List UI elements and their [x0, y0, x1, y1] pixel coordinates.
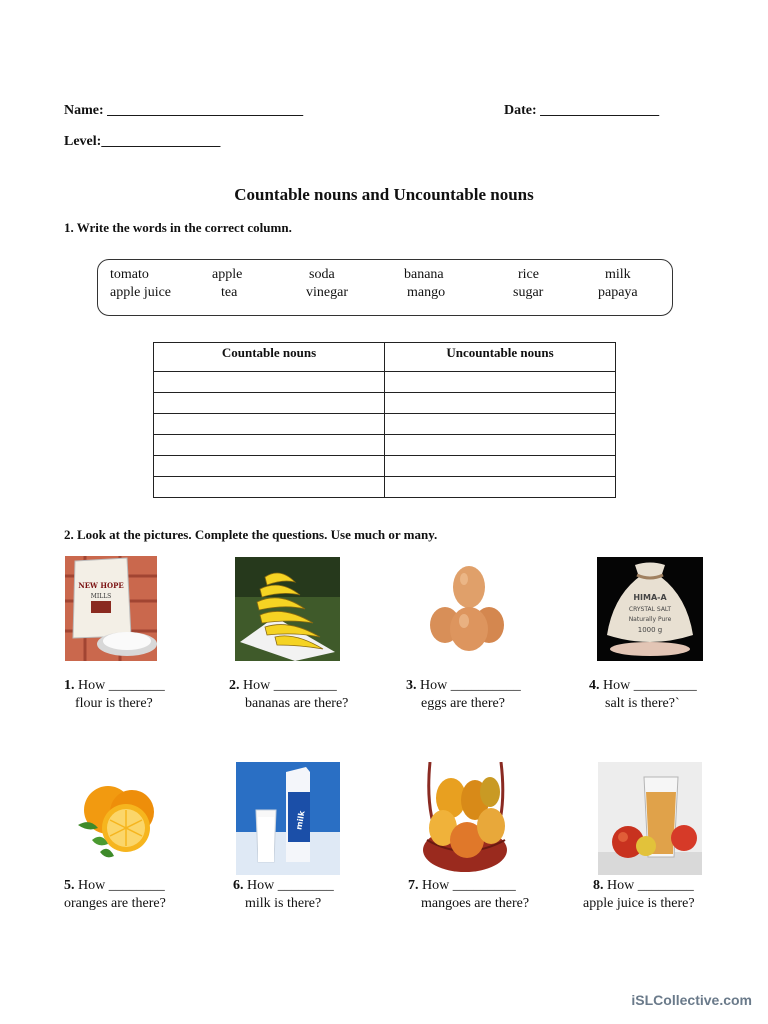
bananas-image	[235, 557, 340, 661]
exercise-1-instruction: 1. Write the words in the correct column.	[64, 220, 292, 235]
apple-juice-image	[598, 762, 702, 875]
answer-cell[interactable]	[385, 372, 616, 393]
svg-text:NEW HOPE: NEW HOPE	[78, 581, 124, 590]
word-item: banana	[404, 267, 444, 282]
salt-bag-image	[597, 557, 703, 661]
worksheet-title: Countable nouns and Uncountable nouns	[234, 185, 534, 204]
word-item: vinegar	[306, 285, 348, 300]
answer-cell[interactable]	[154, 456, 385, 477]
answer-cell[interactable]	[154, 435, 385, 456]
nouns-table	[153, 342, 616, 498]
answer-cell[interactable]	[154, 372, 385, 393]
column-header-countable: Countable nouns	[154, 343, 385, 372]
flour-bag-image	[65, 556, 157, 661]
site-watermark: iSLCollective.com	[631, 992, 752, 1008]
answer-cell[interactable]	[385, 477, 616, 498]
word-item: tomato	[110, 267, 149, 282]
mangoes-image	[415, 762, 516, 874]
table-row	[154, 372, 616, 393]
answer-cell[interactable]	[385, 414, 616, 435]
svg-text:1000 g: 1000 g	[637, 626, 663, 634]
level-field[interactable]: Level:_________________	[64, 134, 221, 149]
table-row	[154, 393, 616, 414]
word-item: mango	[407, 285, 446, 300]
svg-text:CRYSTAL SALT: CRYSTAL SALT	[628, 606, 672, 613]
svg-text:MILLS: MILLS	[90, 593, 112, 600]
svg-text:HIMA-A: HIMA-A	[633, 593, 667, 602]
word-item: tea	[221, 285, 238, 300]
svg-text:Naturally Pure: Naturally Pure	[628, 616, 672, 623]
word-item: sugar	[513, 285, 544, 300]
question-3: 3. How __________ eggs are there?	[406, 678, 521, 711]
name-field[interactable]: Name: ____________________________	[64, 103, 304, 118]
oranges-image	[70, 770, 160, 865]
word-item: apple	[212, 267, 243, 282]
answer-cell[interactable]	[385, 435, 616, 456]
answer-cell[interactable]	[154, 393, 385, 414]
table-row	[154, 456, 616, 477]
svg-text:milk: milk	[294, 810, 307, 831]
question-8: 8. How ________ apple juice is there?	[583, 878, 695, 911]
word-item: papaya	[598, 285, 638, 300]
word-item: milk	[605, 267, 631, 282]
answer-cell[interactable]	[154, 414, 385, 435]
eggs-image	[427, 563, 507, 653]
question-2: 2. How _________ bananas are there?	[229, 678, 349, 711]
question-5: 5. How ________ oranges are there?	[64, 878, 166, 911]
question-1: 1. How ________ flour is there?	[64, 678, 165, 711]
question-7: 7. How _________ mangoes are there?	[408, 878, 530, 911]
table-row	[154, 435, 616, 456]
word-item: apple juice	[110, 285, 172, 300]
question-6: 6. How ________ milk is there?	[233, 878, 334, 911]
date-field[interactable]: Date: _________________	[504, 103, 660, 118]
column-header-uncountable: Uncountable nouns	[385, 343, 616, 372]
answer-cell[interactable]	[385, 393, 616, 414]
word-item: rice	[518, 267, 539, 282]
answer-cell[interactable]	[385, 456, 616, 477]
question-4: 4. How _________ salt is there?`	[589, 678, 697, 711]
milk-image	[236, 762, 340, 875]
word-bank	[97, 259, 673, 316]
table-row	[154, 414, 616, 435]
word-item: soda	[309, 267, 335, 282]
table-row	[154, 477, 616, 498]
exercise-2-instruction: 2. Look at the pictures. Complete the questions. Use much or many.	[64, 527, 438, 542]
answer-cell[interactable]	[154, 477, 385, 498]
